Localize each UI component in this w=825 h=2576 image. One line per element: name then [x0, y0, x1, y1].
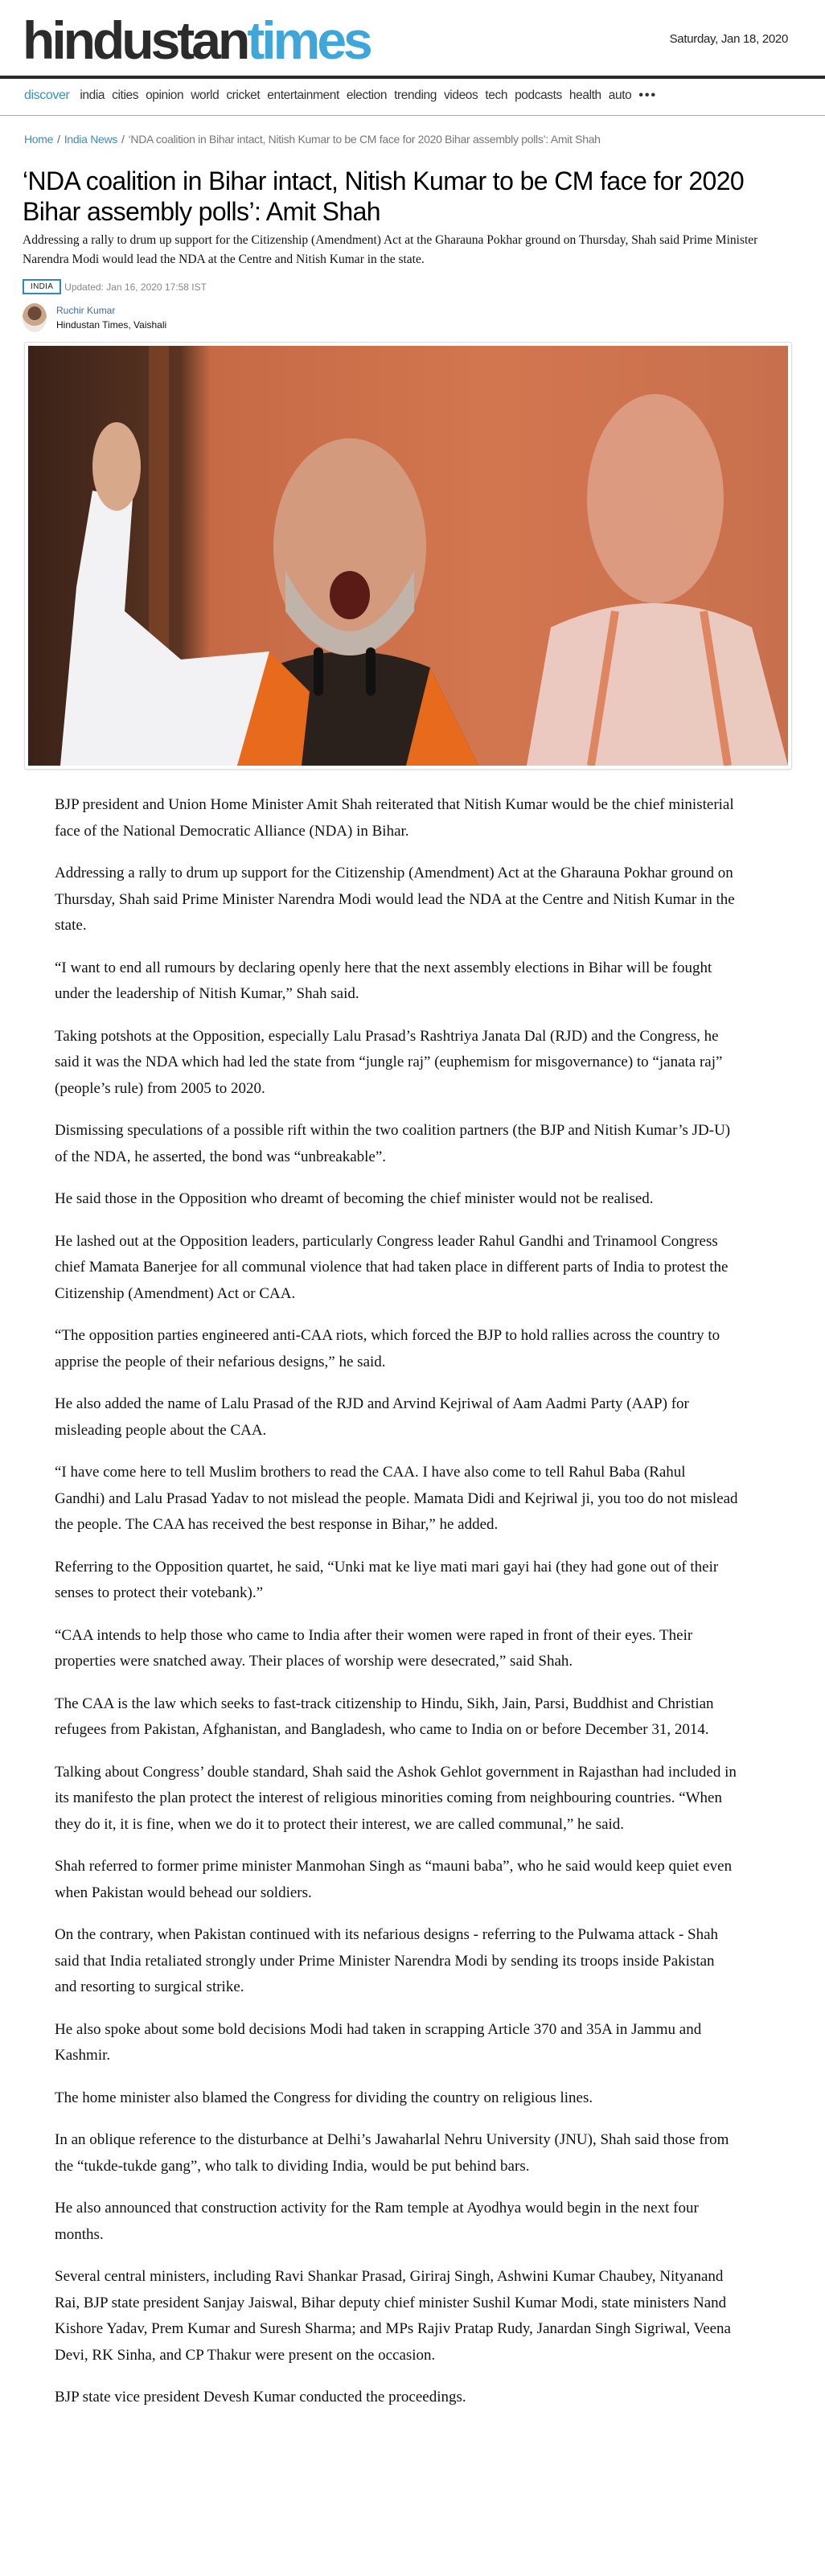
nav-item-cricket[interactable]: cricket — [226, 88, 261, 102]
article-paragraph: The CAA is the law which seeks to fast-track citizenship to Hindu, Sikh, Jain, Parsi, Buddhist and Christian refugees from Pakistan, Afghanistan, and Bangladesh, who came to India on or before December 31, 2014. — [55, 1695, 714, 1738]
more-menu-icon[interactable]: ••• — [638, 88, 658, 102]
header-divider — [0, 76, 825, 79]
article-paragraph: He also announced that construction activity for the Ram temple at Ayodhya would begin in the next four months. — [55, 2200, 699, 2243]
article-paragraph: Talking about Congress’ double standard, Shah said the Ashok Gehlot government in Rajasthan had included in its manifesto the plan protect the interest of religious minorities coming from neighbouring countries. “When they do it, it is fine, when we do it to protect their interest, we are called communal,” he said. — [55, 1763, 737, 1833]
main-nav — [24, 88, 657, 103]
article-paragraph: Several central ministers, including Ravi Shankar Prasad, Giriraj Singh, Ashwini Kumar Chaubey, Nityanand Rai, BJP state president Sanjay Jaiswal, Bihar deputy chief minister Sushil Kumar Modi, state ministers Nand Kishore Yadav, Prem Kumar and Suresh Sharma; and MPs Rajiv Pratap Rudy, Janardan Singh Sigriwal, Veena Devi, RK Sinha, and CP Thakur were present on the occasion. — [55, 2268, 731, 2364]
article-paragraph: “The opposition parties engineered anti-CAA riots, which forced the BJP to hold rallies across the country to apprise the people of their nefarious designs,” he said. — [55, 1327, 720, 1370]
breadcrumb-separator: / — [121, 133, 125, 146]
article-paragraph: “I want to end all rumours by declaring openly here that the next assembly elections in Bihar will be fought under the leadership of Nitish Kumar,” Shah said. — [55, 959, 712, 1002]
article-paragraph: Taking potshots at the Opposition, especially Lalu Prasad’s Rashtriya Janata Dal (RJD) and the Congress, he said it was the NDA which had led the state from “jungle raj” (euphemism for misgovernance) to “janata raj” (people’s rule) from 2005 to 2020. — [55, 1027, 723, 1097]
nav-item-tech[interactable]: tech — [485, 88, 508, 102]
article-paragraph: BJP state vice president Devesh Kumar conducted the proceedings. — [55, 2389, 466, 2405]
article-paragraph: He also spoke about some bold decisions Modi had taken in scrapping Article 370 and 35A in Jammu and Kashmir. — [55, 2020, 702, 2064]
nav-item-opinion[interactable]: opinion — [146, 88, 184, 102]
article-paragraph: On the contrary, when Pakistan continued with its nefarious designs - referring to the Pulwama attack - Shah said that India retaliated strongly under Prime Minister Narendra Modi by sending its troops inside Pakistan and resorting to surgical strike. — [55, 1926, 719, 1995]
article-paragraph: In an oblique reference to the disturbance at Delhi’s Jawaharlal Nehru University (JNU), Shah said those from the “tukde-tukde gang”, who talk to dividing India, would be put behind bars. — [55, 2131, 729, 2175]
article-paragraph: “CAA intends to help those who came to India after their women were raped in front of their eyes. Their properties were snatched away. Their places of worship were desecrated,” said Shah. — [55, 1626, 693, 1670]
breadcrumb-separator: / — [57, 133, 60, 146]
nav-item-health[interactable]: health — [568, 88, 601, 102]
breadcrumb-home[interactable]: Home — [24, 133, 54, 146]
article-paragraph: He said those in the Opposition who dreamt of becoming the chief minister would not be realised. — [55, 1190, 654, 1207]
nav-item-india[interactable]: india — [80, 88, 105, 102]
author-byline — [23, 303, 166, 332]
author-avatar — [23, 303, 47, 332]
article-paragraph: Shah referred to former prime minister Manmohan Singh as “mauni baba”, who he said would keep quiet even when Pakistan would behead our soldiers. — [55, 1858, 733, 1901]
article-body — [55, 792, 738, 2427]
updated-timestamp: Updated: Jan 16, 2020 17:58 IST — [64, 281, 207, 293]
article-paragraph: He also added the name of Lalu Prasad of the RJD and Arvind Kejriwal of Aam Aadmi Party (AAP) for misleading people about the CAA. — [55, 1395, 689, 1439]
article-paragraph: He lashed out at the Opposition leaders, particularly Congress leader Rahul Gandhi and Trinamool Congress chief Mamata Banerjee for all communal violence that had taken place in different parts of India to protest the Citizenship (Amendment) Act or CAA. — [55, 1232, 729, 1302]
nav-item-cities[interactable]: cities — [112, 88, 139, 102]
nav-item-world[interactable]: world — [191, 88, 220, 102]
article-paragraph: The home minister also blamed the Congress for dividing the country on religious lines. — [55, 2089, 593, 2106]
article-paragraph: Referring to the Opposition quartet, he said, “Unki mat ke liye mati mari gayi hai (they had gone out of their senses to protect their votebank).” — [55, 1558, 719, 1601]
site-logo[interactable]: hindustantimes — [23, 10, 370, 70]
nav-discover[interactable]: discover — [24, 88, 70, 102]
nav-item-election[interactable]: election — [346, 88, 388, 102]
article-paragraph: Addressing a rally to drum up support for the Citizenship (Amendment) Act at the Gharauna Pokhar ground on Thursday, Shah said Prime Minister Narendra Modi would lead the NDA at the Centre and Nitish Kumar in the state. — [55, 865, 735, 934]
author-org: Hindustan Times, Vaishali — [56, 319, 167, 331]
nav-item-auto[interactable]: auto — [608, 88, 632, 102]
nav-item-podcasts[interactable]: podcasts — [515, 88, 562, 102]
breadcrumb — [24, 133, 601, 146]
nav-item-videos[interactable]: videos — [443, 88, 478, 102]
breadcrumb-india-news[interactable]: India News — [64, 133, 118, 146]
category-badge[interactable]: INDIA — [23, 279, 61, 294]
article-summary: Addressing a rally to drum up support for the Citizenship (Amendment) Act at the Gharauna Pokhar ground on Thursday, Shah said Prime Minister Narendra Modi would lead the NDA at the Centre and Nitish Kumar in the state. — [23, 233, 758, 266]
article-paragraph: “I have come here to tell Muslim brothers to read the CAA. I have also come to tell Rahul Baba (Rahul Gandhi) and Lalu Prasad Yadav to not mislead the people. Mamata Didi and Kejriwal ji, you too do not mislead the people. The CAA has received the best response in Bihar,” he added. — [55, 1464, 738, 1533]
lead-photo — [28, 346, 788, 766]
lead-image — [24, 342, 792, 770]
current-date: Saturday, Jan 18, 2020 — [669, 32, 788, 46]
article-meta — [23, 279, 207, 294]
article-paragraph: Dismissing speculations of a possible rift within the two coalition partners (the BJP and Nitish Kumar’s JD-U) of the NDA, he asserted, the bond was “unbreakable”. — [55, 1122, 731, 1165]
page-title: ‘NDA coalition in Bihar intact, Nitish Kumar to be CM face for 2020 Bihar assembly polls’: Amit Shah — [23, 166, 745, 226]
breadcrumb-current: ‘NDA coalition in Bihar intact, Nitish Kumar to be CM face for 2020 Bihar assembly polls’: Amit Shah — [128, 133, 601, 146]
article-paragraph: BJP president and Union Home Minister Amit Shah reiterated that Nitish Kumar would be the chief ministerial face of the National Democratic Alliance (NDA) in Bihar. — [55, 796, 734, 840]
nav-divider — [0, 115, 825, 116]
nav-item-trending[interactable]: trending — [394, 88, 437, 102]
author-name[interactable]: Ruchir Kumar — [56, 305, 116, 316]
nav-item-entertainment[interactable]: entertainment — [267, 88, 339, 102]
